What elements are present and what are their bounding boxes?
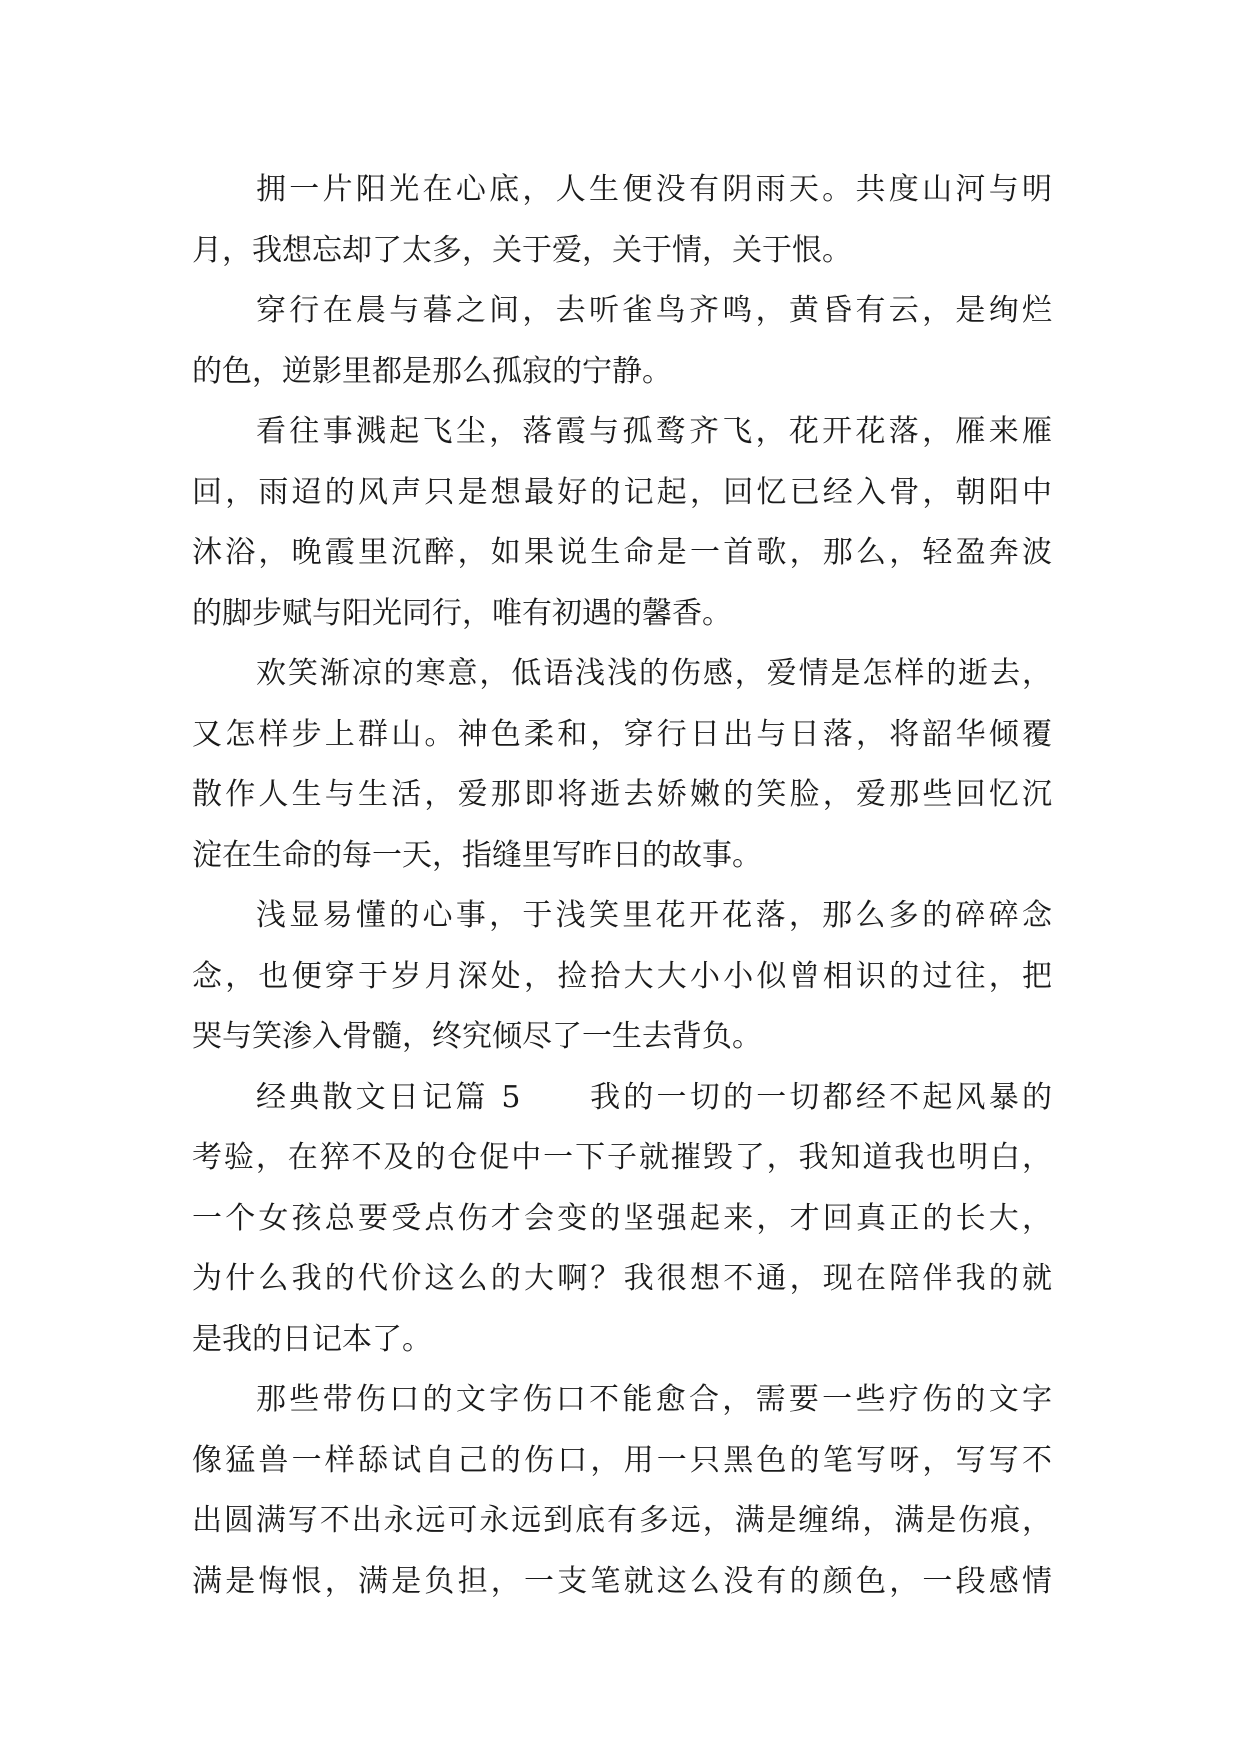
text-line: 欢笑渐凉的寒意，低语浅浅的伤感，爱情是怎样的逝去， bbox=[256, 656, 1052, 691]
text-line: 考验，在猝不及的仓促中一下子就摧毁了，我知道我也明白， bbox=[192, 1140, 1052, 1175]
text-line: 看往事溅起飞尘，落霞与孤鹜齐飞，花开花落，雁来雁 bbox=[256, 414, 1052, 449]
paragraph bbox=[192, 644, 1052, 886]
text-line: 像猛兽一样舔试自己的伤口，用一只黑色的笔写呀，写写不 bbox=[192, 1442, 1052, 1478]
document-body bbox=[192, 160, 1052, 1612]
paragraph bbox=[192, 1370, 1052, 1612]
text-line: 哭与笑渗入骨髓，终究倾尽了一生去背负。 bbox=[192, 1019, 762, 1054]
text-line: 念，也便穿于岁月深处，捡拾大大小小似曾相识的过往，把 bbox=[192, 958, 1052, 994]
text-line: 拥一片阳光在心底，人生便没有阴雨天。共度山河与明 bbox=[256, 172, 1052, 207]
text-line: 经典散文日记篇 5 我的一切的一切都经不起风暴的 bbox=[256, 1079, 1052, 1115]
paragraph bbox=[192, 160, 1052, 281]
text-line: 那些带伤口的文字伤口不能愈合，需要一些疗伤的文字 bbox=[256, 1382, 1052, 1417]
paragraph bbox=[192, 886, 1052, 1068]
text-line: 淀在生命的每一天，指缝里写昨日的故事。 bbox=[192, 837, 762, 873]
text-line: 是我的日记本了。 bbox=[192, 1321, 432, 1357]
text-line: 满是悔恨，满是负担，一支笔就这么没有的颜色，一段感情 bbox=[192, 1563, 1052, 1599]
text-line: 一个女孩总要受点伤才会变的坚强起来，才回真正的长大， bbox=[192, 1200, 1052, 1236]
text-line: 回，雨迢的风声只是想最好的记起，回忆已经入骨，朝阳中 bbox=[192, 474, 1052, 510]
text-line: 又怎样步上群山。神色柔和，穿行日出与日落，将韶华倾覆 bbox=[192, 716, 1052, 752]
paragraph bbox=[192, 1068, 1052, 1371]
text-line: 散作人生与生活，爱那即将逝去娇嫩的笑脸，爱那些回忆沉 bbox=[192, 777, 1052, 812]
text-line: 浅显易懂的心事，于浅笑里花开花落，那么多的碎碎念 bbox=[256, 898, 1052, 933]
text-line: 的色，逆影里都是那么孤寂的宁静。 bbox=[192, 353, 672, 389]
text-line: 出圆满写不出永远可永远到底有多远，满是缠绵，满是伤痕， bbox=[192, 1503, 1052, 1538]
text-line: 的脚步赋与阳光同行，唯有初遇的馨香。 bbox=[192, 595, 732, 631]
text-line: 穿行在晨与暮之间，去听雀鸟齐鸣，黄昏有云，是绚烂 bbox=[256, 293, 1052, 328]
paragraph bbox=[192, 281, 1052, 402]
text-line: 沐浴，晚霞里沉醉，如果说生命是一首歌，那么，轻盈奔波 bbox=[192, 535, 1052, 570]
text-line: 月，我想忘却了太多，关于爱，关于情，关于恨。 bbox=[192, 232, 852, 268]
paragraph bbox=[192, 402, 1052, 644]
text-line: 为什么我的代价这么的大啊？我很想不通，现在陪伴我的就 bbox=[192, 1261, 1052, 1296]
